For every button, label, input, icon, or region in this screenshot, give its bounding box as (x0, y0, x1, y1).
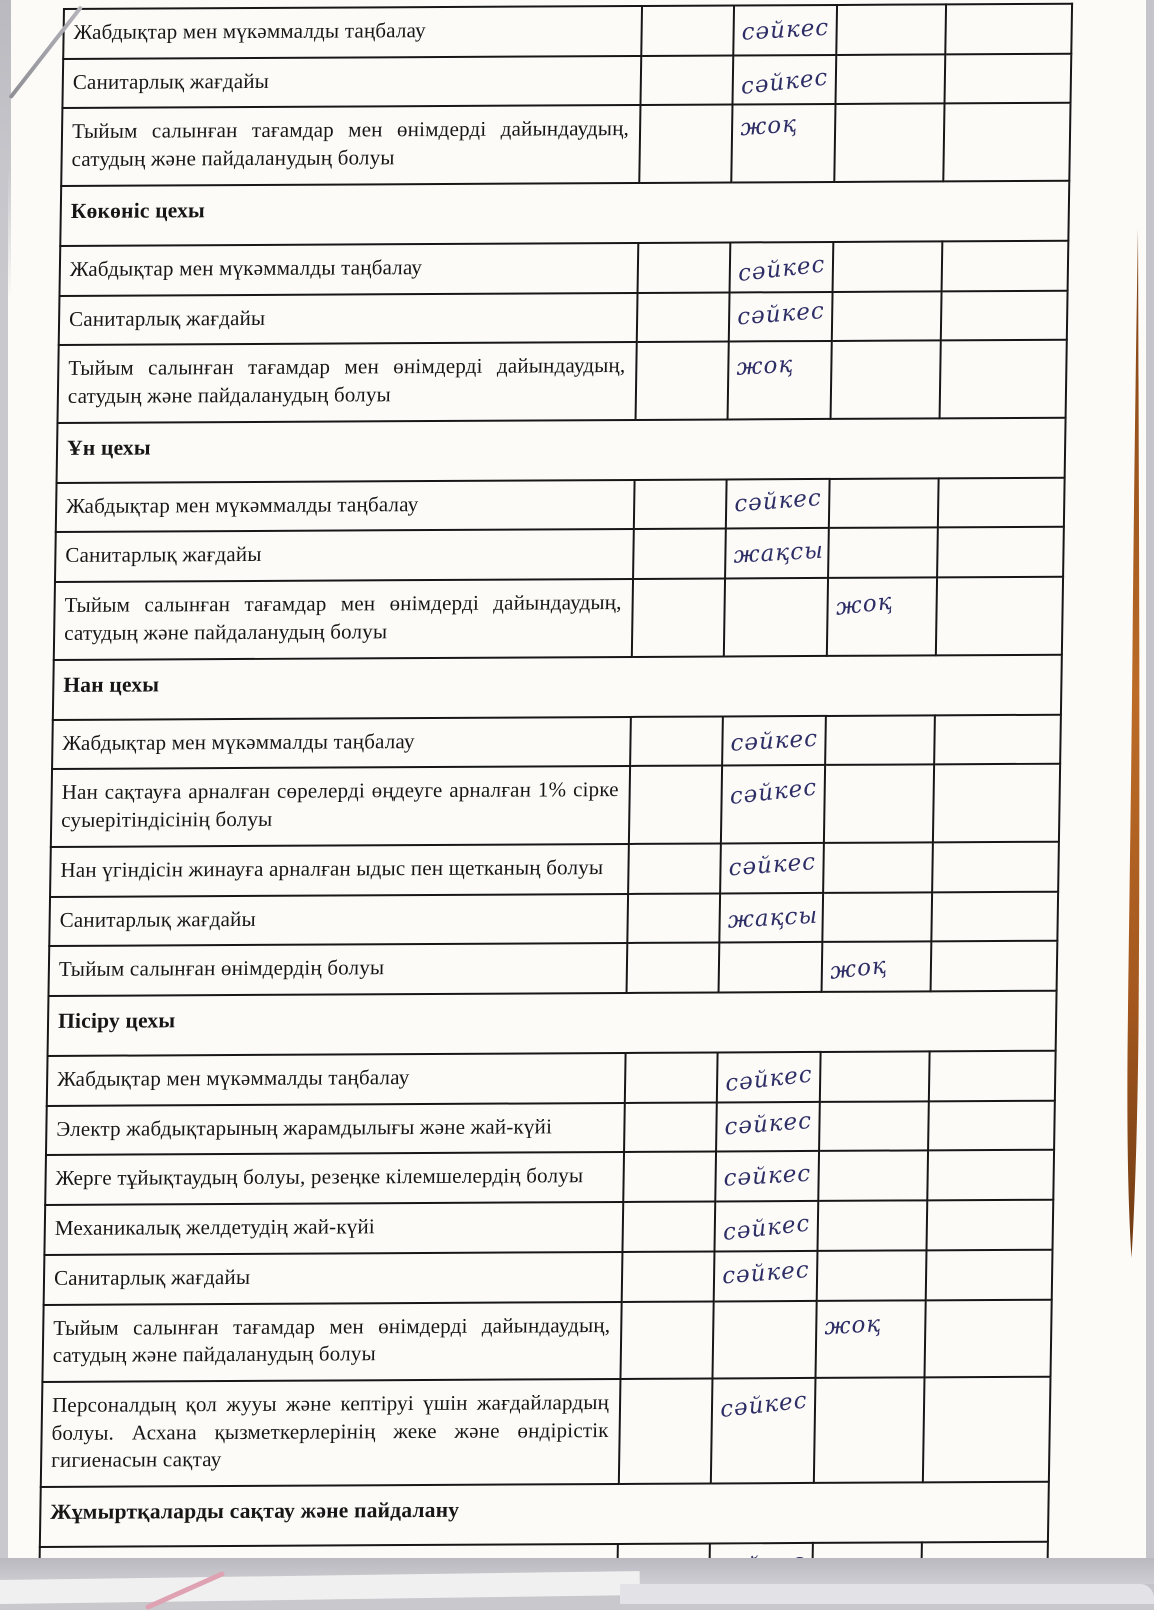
empty-cell (928, 1100, 1055, 1150)
checkpoint-row (41, 1377, 1051, 1487)
row-label: Жабдықтар мен мүкәммалды таңбалау (63, 6, 642, 59)
checkpoint-row (49, 891, 1058, 946)
mark-cell (721, 765, 825, 843)
handwritten-mark: сәйкес (739, 64, 830, 100)
row-label: Тыйым салынған тағамдар мен өнімдерді дайындаудың, сатудың және пайдаланудың болуы (57, 342, 636, 422)
handwritten-mark: сәйкес (719, 1387, 809, 1423)
handwritten-mark: жоқ (739, 111, 798, 142)
empty-cell (819, 1101, 929, 1151)
row-label: Санитарлық жағдайы (44, 1252, 623, 1305)
mark-cell (815, 1300, 925, 1378)
checkpoint-row (45, 1150, 1054, 1205)
empty-cell (829, 478, 939, 528)
empty-cell (936, 577, 1063, 655)
section-header: Көкөніс цехы (60, 181, 1069, 246)
row-label: Тыйым салынған тағамдар мен өнімдерді дайындаудың, сатудың және пайдаланудың болуы (42, 1301, 621, 1381)
empty-cell (622, 1251, 715, 1301)
row-label: Тыйым салынған өнімдердің болуы (48, 943, 627, 996)
empty-cell (638, 242, 731, 292)
mark-cell (714, 1251, 818, 1301)
left-edge-shade (0, 0, 11, 300)
empty-cell (828, 528, 938, 578)
empty-cell (627, 943, 720, 993)
checkpoint-row (56, 477, 1065, 532)
checkpoint-row (44, 1200, 1053, 1255)
row-label: Нан сақтауға арналған сөрелерді өңдеуге арналған 1% сірке суыерітіндісінің болуы (51, 766, 630, 846)
empty-cell (632, 579, 725, 657)
handwritten-mark: сәйкес (721, 1210, 812, 1247)
checkpoint-row (62, 53, 1071, 108)
mark-cell (725, 528, 829, 578)
row-label: Санитарлық жағдайы (55, 529, 634, 582)
row-label: Жабдықтар мен мүкәммалды таңбалау (52, 717, 631, 770)
empty-cell (814, 1377, 925, 1483)
checkpoint-row (57, 340, 1066, 423)
empty-cell (926, 1200, 1053, 1250)
empty-cell (625, 1052, 718, 1102)
row-label: Тыйым салынған тағамдар мен өнімдерді дайындаудың, сатудың және пайдаланудың болуы (61, 105, 640, 185)
mark-cell (714, 1201, 818, 1251)
empty-cell (628, 843, 721, 893)
empty-cell (931, 941, 1058, 991)
checkpoint-row (44, 1250, 1053, 1305)
empty-cell (629, 766, 722, 844)
section-header-row (53, 654, 1062, 719)
checkpoint-row (50, 841, 1059, 896)
empty-cell (624, 1102, 717, 1152)
checkpoint-row (52, 714, 1061, 769)
mark-cell (827, 578, 937, 656)
empty-cell (636, 342, 729, 420)
checkpoint-row (46, 1100, 1055, 1155)
empty-cell (622, 1202, 715, 1252)
empty-cell (836, 4, 946, 54)
empty-cell (630, 716, 723, 766)
inspection-table-body (39, 4, 1072, 1597)
checkpoint-row (48, 941, 1057, 996)
section-header-row (57, 417, 1066, 482)
empty-cell (634, 479, 727, 529)
empty-cell (945, 4, 1072, 54)
handwritten-mark: жоқ (823, 1310, 882, 1340)
handwritten-mark: сәйкес (736, 297, 826, 331)
section-header: Пісіру цехы (48, 991, 1057, 1056)
empty-cell (825, 715, 935, 765)
checkpoint-row (42, 1299, 1051, 1382)
mark-cell (716, 1102, 820, 1152)
handwritten-mark: жақсы (732, 538, 825, 570)
empty-cell (831, 341, 941, 419)
checkpoint-row (59, 241, 1068, 296)
handwritten-mark: жоқ (735, 351, 794, 382)
checkpoint-row (47, 1051, 1056, 1106)
handwritten-mark: сәйкес (728, 774, 819, 811)
row-label: Жабдықтар мен мүкәммалды таңбалау (59, 243, 638, 296)
section-header: Жұмыртқаларды сақтау және пайдалану (40, 1482, 1049, 1547)
handwritten-mark: сәйкес (736, 251, 827, 287)
section-header: Нан цехы (53, 654, 1062, 719)
handwritten-mark: сәйкес (721, 1256, 811, 1290)
empty-cell (633, 529, 726, 579)
empty-cell (927, 1150, 1054, 1200)
section-header: Ұн цехы (57, 417, 1066, 482)
row-label: Механикалық желдетудің жай-күйі (44, 1202, 623, 1255)
empty-cell (824, 765, 934, 843)
row-label: Санитарлық жағдайы (62, 56, 641, 109)
empty-cell (820, 1051, 930, 1101)
checkpoint-row (51, 764, 1060, 847)
checkpoint-row (54, 577, 1063, 660)
mark-cell (729, 292, 833, 342)
empty-cell (942, 241, 1069, 291)
empty-cell (924, 1299, 1051, 1377)
checkpoint-row (63, 4, 1072, 59)
checkpoint-row (59, 290, 1068, 345)
mark-cell (720, 843, 824, 893)
checkpoint-row (61, 103, 1070, 186)
empty-cell (943, 103, 1070, 181)
table-area (38, 3, 1073, 1598)
mark-cell (730, 242, 834, 292)
empty-cell (620, 1301, 713, 1379)
handwritten-mark: жоқ (828, 952, 888, 986)
empty-cell (719, 942, 823, 992)
handwritten-mark: сәйкес (741, 14, 830, 46)
empty-cell (817, 1200, 927, 1250)
empty-cell (941, 290, 1068, 340)
empty-cell (637, 292, 730, 342)
empty-cell (937, 527, 1064, 577)
handwritten-mark: сәйкес (727, 848, 817, 882)
mark-cell (732, 55, 836, 105)
empty-cell (640, 55, 733, 105)
document-page (8, 0, 1148, 1564)
handwritten-mark: жақсы (727, 902, 819, 934)
row-label: Жабдықтар мен мүкәммалды таңбалау (47, 1053, 626, 1106)
mark-cell (719, 892, 823, 942)
empty-cell (934, 714, 1061, 764)
empty-cell (933, 764, 1060, 842)
empty-cell (822, 892, 932, 942)
empty-cell (641, 5, 734, 55)
row-label: Санитарлық жағдайы (59, 293, 638, 346)
mark-cell (722, 716, 826, 766)
empty-cell (945, 53, 1072, 103)
mark-cell (711, 1378, 816, 1484)
empty-cell (923, 1377, 1051, 1483)
empty-cell (834, 104, 944, 182)
mark-cell (715, 1151, 819, 1201)
row-label: Нан үгіндісін жинауға арналған ыдыс пен щетканың болуы (50, 844, 629, 897)
handwritten-mark: сәйкес (723, 1107, 813, 1141)
empty-cell (823, 842, 933, 892)
section-header-row (40, 1482, 1049, 1547)
row-label: Персоналдың қол жууы және кептіруі үшін жағдайлардың болуы. Асхана қызметкерлерінің жеке және өндірістік гигиенасын сақтау (41, 1379, 621, 1487)
mark-cell (728, 341, 832, 419)
empty-cell (929, 1051, 1056, 1101)
empty-cell (835, 54, 945, 104)
empty-cell (817, 1250, 927, 1300)
handwritten-mark: сәйкес (723, 1161, 812, 1193)
empty-cell (926, 1250, 1053, 1300)
section-header-row (48, 991, 1057, 1056)
handwritten-mark: сәйкес (724, 1061, 814, 1097)
empty-cell (938, 477, 1065, 527)
empty-cell (818, 1151, 928, 1201)
empty-cell (832, 291, 942, 341)
row-label: Санитарлық жағдайы (49, 893, 628, 946)
empty-cell (940, 340, 1067, 418)
empty-cell (623, 1152, 716, 1202)
empty-cell (712, 1300, 816, 1378)
row-label: Жерге тұйықтаудың болуы, резеңке кілемшелердің болуы (45, 1152, 624, 1205)
empty-cell (932, 841, 1059, 891)
empty-cell (627, 893, 720, 943)
mark-cell (731, 104, 835, 182)
handwritten-mark: сәйкес (733, 484, 823, 518)
section-header-row (60, 181, 1069, 246)
mark-cell (717, 1052, 821, 1102)
row-label: Тыйым салынған тағамдар мен өнімдерді дайындаудың, сатудың және пайдаланудың болуы (54, 579, 633, 659)
next-page-sliver-right (620, 1584, 1154, 1604)
mark-cell (726, 479, 830, 529)
row-label: Электр жабдықтарының жарамдылығы және жай-күйі (46, 1103, 625, 1156)
mark-cell (733, 5, 837, 55)
hair-strand (1118, 228, 1148, 1268)
handwritten-mark: сәйкес (730, 725, 819, 757)
mark-cell (822, 942, 932, 992)
empty-cell (931, 891, 1058, 941)
inspection-table (38, 3, 1073, 1598)
empty-cell (639, 105, 732, 183)
empty-cell (833, 241, 943, 291)
checkpoint-row (55, 527, 1064, 582)
row-label: Жабдықтар мен мүкәммалды таңбалау (56, 480, 635, 533)
empty-cell (724, 578, 828, 656)
empty-cell (619, 1378, 713, 1484)
handwritten-mark: жоқ (834, 588, 894, 621)
